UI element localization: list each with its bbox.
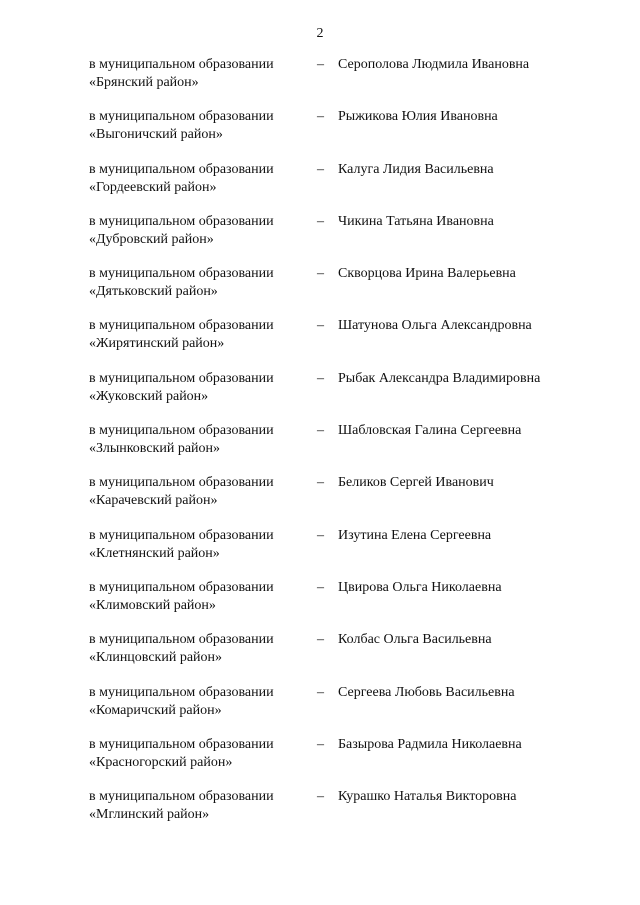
person-name: Рыбак Александра Владимировна (338, 370, 541, 386)
municipality-line-1: в муниципальном образовании (89, 475, 274, 491)
municipality-label (89, 213, 309, 249)
dash-separator: – (317, 109, 324, 125)
dash-separator: – (317, 57, 324, 72)
dash-separator: – (317, 736, 324, 752)
municipality-label (89, 684, 309, 720)
municipality-line-2: «Жуковский район» (89, 388, 209, 404)
list-item (89, 736, 609, 788)
municipality-line-2: «Клинцовский район» (89, 650, 223, 666)
person-name: Шатунова Ольга Александровна (338, 318, 532, 334)
dash-separator: – (317, 789, 324, 805)
municipality-line-2: «Выгоничский район» (89, 127, 223, 143)
municipality-line-1: в муниципальном образовании (89, 57, 274, 72)
municipality-line-1: в муниципальном образовании (89, 109, 274, 125)
municipality-label (89, 474, 309, 510)
municipality-label (89, 265, 309, 301)
municipality-line-2: «Мглинский район» (89, 807, 210, 823)
person-name: Колбас Ольга Васильевна (338, 632, 492, 648)
municipality-label (89, 370, 309, 406)
list-item (89, 370, 609, 422)
municipality-line-1: в муниципальном образовании (89, 527, 274, 543)
assignment-list (89, 56, 609, 840)
dash-separator: – (317, 684, 324, 700)
municipality-line-1: в муниципальном образовании (89, 213, 274, 229)
list-item (89, 108, 609, 160)
municipality-line-2: «Брянский район» (89, 75, 199, 90)
municipality-label (89, 161, 309, 197)
list-item (89, 579, 609, 631)
dash-separator: – (317, 318, 324, 334)
municipality-line-1: в муниципальном образовании (89, 423, 274, 439)
municipality-line-2: «Злынковский район» (89, 441, 221, 457)
person-name: Цвирова Ольга Николаевна (338, 579, 502, 595)
dash-separator: – (317, 579, 324, 595)
person-name: Чикина Татьяна Ивановна (338, 213, 494, 229)
dash-separator: – (317, 423, 324, 439)
dash-separator: – (317, 475, 324, 491)
municipality-label (89, 56, 309, 92)
dash-separator: – (317, 632, 324, 648)
person-name: Сергеева Любовь Васильевна (338, 684, 515, 700)
municipality-line-1: в муниципальном образовании (89, 370, 274, 386)
municipality-line-1: в муниципальном образовании (89, 579, 274, 595)
municipality-line-1: в муниципальном образовании (89, 318, 274, 334)
municipality-line-2: «Климовский район» (89, 597, 216, 613)
person-name: Курашко Наталья Викторовна (338, 789, 517, 805)
municipality-label (89, 579, 309, 615)
list-item (89, 474, 609, 526)
municipality-label (89, 422, 309, 458)
municipality-label (89, 317, 309, 353)
municipality-line-1: в муниципальном образовании (89, 789, 274, 805)
municipality-line-1: в муниципальном образовании (89, 632, 274, 648)
municipality-line-2: «Карачевский район» (89, 493, 218, 509)
page-number: 2 (316, 26, 324, 41)
municipality-label (89, 788, 309, 824)
dash-separator: – (317, 213, 324, 229)
list-item (89, 684, 609, 736)
dash-separator: – (317, 161, 324, 177)
person-name: Скворцова Ирина Валерьевна (338, 266, 516, 282)
person-name: Шабловская Галина Сергеевна (338, 423, 522, 439)
municipality-line-2: «Красногорский район» (89, 754, 233, 770)
person-name: Беликов Сергей Иванович (338, 475, 494, 491)
municipality-label (89, 736, 309, 772)
person-name: Базырова Радмила Николаевна (338, 736, 522, 752)
municipality-line-2: «Дятьковский район» (89, 284, 218, 300)
list-item (89, 527, 609, 579)
municipality-line-2: «Гордеевский район» (89, 179, 217, 195)
list-item (89, 265, 609, 317)
municipality-line-1: в муниципальном образовании (89, 736, 274, 752)
dash-separator: – (317, 370, 324, 386)
list-item (89, 422, 609, 474)
list-item (89, 788, 609, 840)
list-item (89, 56, 609, 108)
dash-separator: – (317, 527, 324, 543)
municipality-line-2: «Клетнянский район» (89, 545, 220, 561)
municipality-line-1: в муниципальном образовании (89, 161, 274, 177)
municipality-label (89, 631, 309, 667)
person-name: Серополова Людмила Ивановна (338, 57, 530, 72)
list-item (89, 317, 609, 369)
list-item (89, 631, 609, 683)
municipality-line-2: «Комаричский район» (89, 702, 222, 718)
dash-separator: – (317, 266, 324, 282)
municipality-label (89, 108, 309, 144)
list-item (89, 213, 609, 265)
municipality-label (89, 527, 309, 563)
person-name: Рыжикова Юлия Ивановна (338, 109, 498, 125)
municipality-line-2: «Жирятинский район» (89, 336, 225, 352)
municipality-line-2: «Дубровский район» (89, 231, 214, 247)
municipality-line-1: в муниципальном образовании (89, 684, 274, 700)
person-name: Калуга Лидия Васильевна (338, 161, 494, 177)
municipality-line-1: в муниципальном образовании (89, 266, 274, 282)
list-item (89, 161, 609, 213)
person-name: Изутина Елена Сергеевна (338, 527, 492, 543)
